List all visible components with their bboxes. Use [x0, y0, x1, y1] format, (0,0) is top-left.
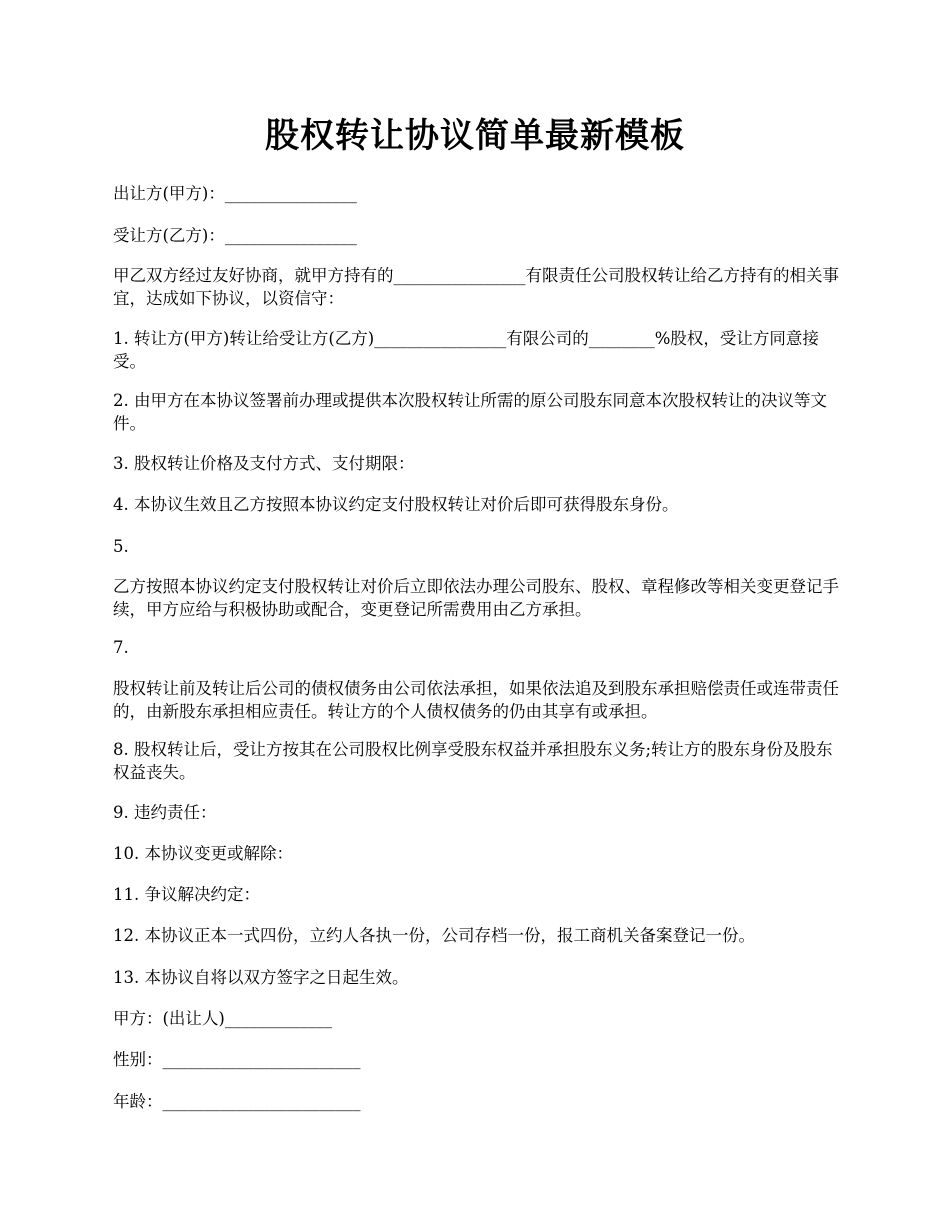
age-line: 年龄：________________________	[113, 1092, 361, 1111]
clause-5-text: 乙方按照本协议约定支付股权转让对价后立即依法办理公司股东、股权、章程修改等相关变更登记手续，甲方应给与积极协助或配合，变更登记所需费用由乙方承担。	[113, 577, 839, 619]
clause-7-text: 股权转让前及转让后公司的债权债务由公司依法承担，如果依法追及到股东承担赔偿责任或连带责任的，由新股东承担相应责任。转让方的个人债权债务的仍由其享有或承担。	[113, 679, 839, 721]
clause-3: 3. 股权转让价格及支付方式、支付期限：	[113, 454, 415, 473]
party-a-signature-line: 甲方：(出让人)_____________	[113, 1009, 333, 1028]
clause-12: 12. 本协议正本一式四份，立约人各执一份，公司存档一份，报工商机关备案登记一份。	[113, 926, 755, 945]
clause-11: 11. 争议解决约定：	[113, 885, 260, 904]
clause-5-number: 5.	[113, 537, 129, 556]
clause-7-number: 7.	[113, 638, 129, 657]
clause-2: 2. 由甲方在本协议签署前办理或提供本次股权转让所需的原公司股东同意本次股权转让的决议等文件。	[113, 391, 827, 433]
gender-line: 性别：________________________	[113, 1050, 361, 1069]
clause-1: 1. 转让方(甲方)转让给受让方(乙方)________________有限公司的________%股权，受让方同意接受。	[113, 329, 819, 371]
clause-4: 4. 本协议生效且乙方按照本协议约定支付股权转让对价后即可获得股东身份。	[113, 495, 679, 514]
clause-10: 10. 本协议变更或解除：	[113, 844, 293, 863]
buyer-party-line: 受让方(乙方)：________________	[113, 226, 357, 245]
document-title: 股权转让协议简单最新模板	[265, 116, 685, 156]
preamble-paragraph: 甲乙双方经过友好协商，就甲方持有的________________有限责任公司股权转让给乙方持有的相关事宜，达成如下协议，以资信守：	[113, 266, 839, 308]
seller-party-line: 出让方(甲方)：________________	[113, 184, 357, 203]
clause-13: 13. 本协议自将以双方签字之日起生效。	[113, 968, 409, 987]
clause-8: 8. 股权转让后，受让方按其在公司股权比例享受股东权益并承担股东义务;转让方的股东身份及股东权益丧失。	[113, 740, 833, 782]
clause-9: 9. 违约责任：	[113, 803, 217, 822]
